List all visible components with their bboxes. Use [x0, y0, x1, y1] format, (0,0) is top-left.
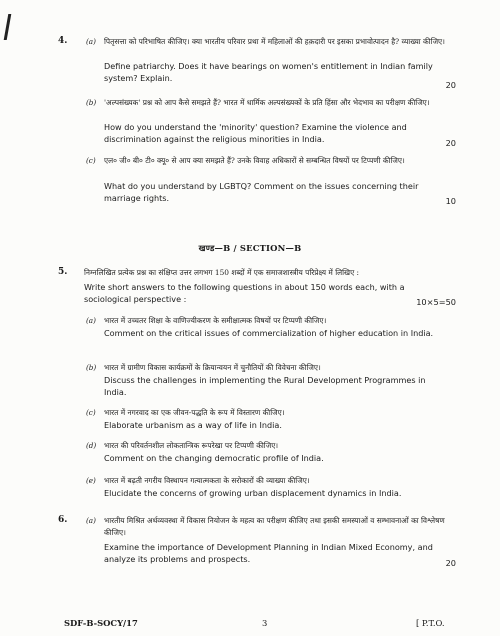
question-4-number: 4. — [58, 36, 68, 46]
q4c-english: What do you understand by LGBTQ? Comment on the issues concerning their marriage rights. — [104, 181, 419, 203]
q4b-marks: 20 — [445, 138, 456, 148]
q5a-label: (a) — [86, 316, 96, 325]
q4a-hindi: पितृसत्ता को परिभाषित कीजिए। क्या भारतीय परिवार प्रथा में महिलाओं की हक़दारी पर इसका प्रभावोत्पादन है? व्याख्या कीजिए। — [104, 37, 445, 46]
q5c-label: (c) — [86, 408, 96, 417]
q4b-label: (b) — [86, 98, 97, 107]
q5c-hindi: भारत में नगरवाद का एक जीवन-पद्धति के रूप में विस्तारण कीजिए। — [104, 408, 285, 417]
q5c-english: Elaborate urbanism as a way of life in India. — [104, 420, 282, 430]
q5-marks: 10×5=50 — [416, 297, 456, 307]
q4c-label: (c) — [86, 156, 96, 165]
q5a-english: Comment on the critical issues of commercialization of higher education in India. — [104, 328, 434, 338]
q5b-english: Discuss the challenges in implementing the Rural Development Programmes in India. — [104, 375, 426, 397]
question-6-number: 6. — [58, 515, 68, 525]
q4a-english: Define patriarchy. Does it have bearings on women's entitlement in Indian family system? Explain. — [104, 61, 433, 83]
q6a-english: Examine the importance of Development Planning in Indian Mixed Economy, and analyze its problems and prospects. — [104, 542, 433, 564]
q5d-english: Comment on the changing democratic profile of India. — [104, 453, 324, 463]
q4c-marks: 10 — [445, 196, 456, 206]
q6a-label: (a) — [86, 516, 96, 525]
q6a-marks: 20 — [445, 558, 456, 568]
q5d-label: (d) — [86, 441, 97, 450]
q4a-label: (a) — [86, 37, 96, 46]
q4b-english: How do you understand the 'minority' question? Examine the violence and discrimination against the religious minorities in India. — [104, 122, 407, 144]
page-number: 3 — [262, 618, 268, 628]
question-5-number: 5. — [58, 267, 68, 277]
paper-code: SDF-B-SOCY/17 — [64, 618, 138, 628]
q5d-hindi: भारत की परिवर्तनशील लोकतान्त्रिक रूपरेखा पर टिप्पणी कीजिए। — [104, 441, 279, 450]
q5-hindi: निम्नलिखित प्रत्येक प्रश्न का संक्षिप्त उत्तर लगभग 150 शब्दों में एक समाजशास्त्रीय परिप्रेक्ष्य में लिखिए : — [84, 268, 360, 277]
q6a-hindi: भारतीय मिश्रित अर्थव्यवस्था में विकास नियोजन के महत्व का परीक्षण कीजिए तथा इसकी समस्याओं व सम्भावनाओं का विश्लेषण कीजिए। — [104, 516, 445, 537]
pto-note: [ P.T.O. — [416, 618, 445, 628]
q5e-label: (e) — [86, 476, 96, 485]
q5e-english: Elucidate the concerns of growing urban displacement dynamics in India. — [104, 488, 402, 498]
q5e-hindi: भारत में बढ़ती नगरीय विस्थापन गत्यात्मकता के सरोकारों की व्याख्या कीजिए। — [104, 476, 310, 485]
q5b-hindi: भारत में ग्रामीण विकास कार्यक्रमों के क्रियान्वयन में चुनौतियों की विवेचना कीजिए। — [104, 363, 321, 372]
q5b-label: (b) — [86, 363, 97, 372]
section-heading: खण्ड—B / SECTION—B — [198, 243, 302, 253]
q5-english: Write short answers to the following questions in about 150 words each, with a sociological perspective : — [84, 282, 405, 304]
q4a-marks: 20 — [445, 80, 456, 90]
q5a-hindi: भारत में उच्चतर शिक्षा के वाणिज्यीकरण के समीक्षात्मक विषयों पर टिप्पणी कीजिए। — [104, 316, 327, 325]
q4b-hindi: 'अल्पसंख्यक' प्रश्न को आप कैसे समझते हैं? भारत में धार्मिक अल्पसंख्यकों के प्रति हिंसा और भेदभाव का परीक्षण कीजिए। — [104, 98, 430, 107]
scan-mark — [4, 14, 12, 40]
q4c-hindi: एल० जी० बी० टी० क्यू० से आप क्या समझते हैं? उनके विवाह अधिकारों से सम्बन्धित विषयों पर टिप्पणी कीजिए। — [104, 156, 405, 165]
